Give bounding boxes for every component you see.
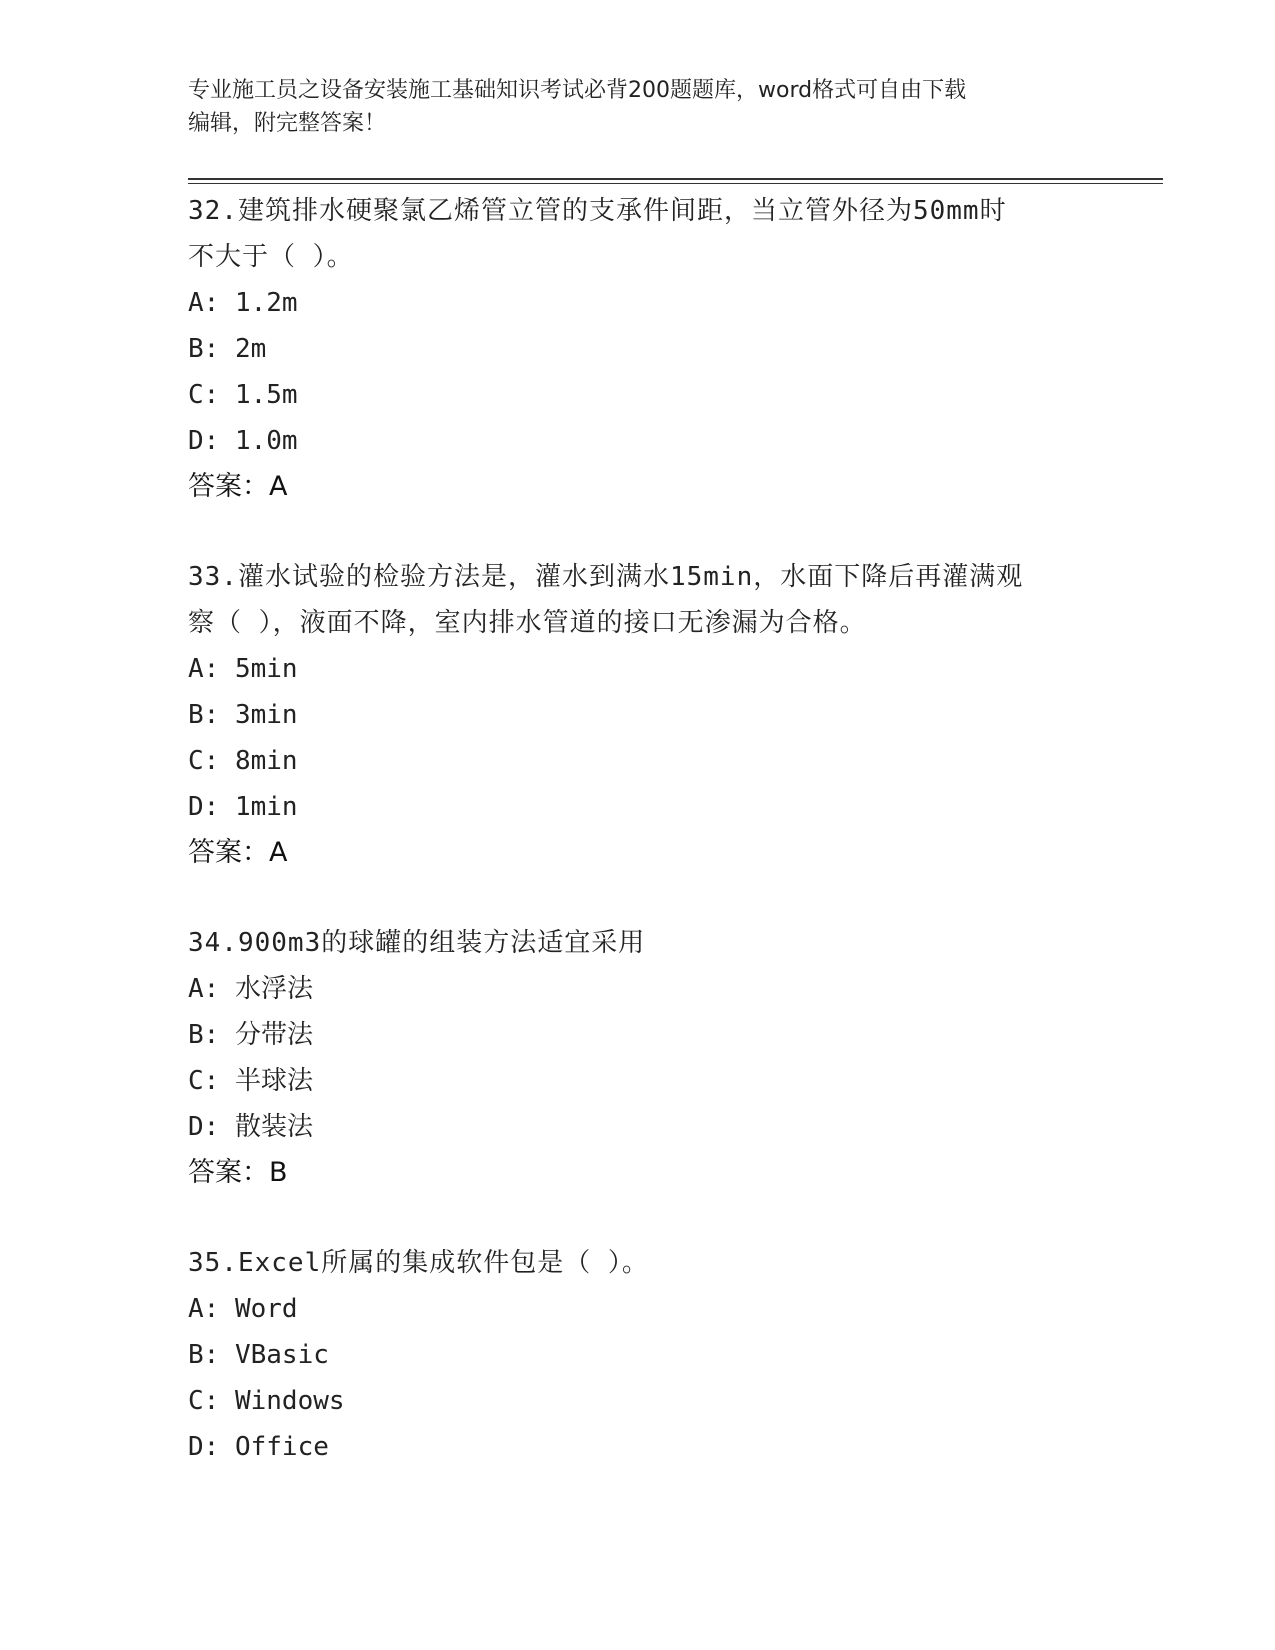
header-line-1: 专业施工员之设备安装施工基础知识考试必背200题题库，word格式可自由下载 bbox=[188, 78, 967, 103]
option-a: A: 水浮法 bbox=[188, 974, 313, 1004]
option-c: C: 1.5m bbox=[188, 380, 298, 410]
option-b: B: 分带法 bbox=[188, 1020, 313, 1050]
option-a: A: 1.2m bbox=[188, 288, 298, 318]
option-d: D: Office bbox=[188, 1432, 329, 1462]
option-a: A: 5min bbox=[188, 654, 298, 684]
document-header bbox=[188, 74, 1088, 140]
question-text-line-2: 察（ ），液面不降，室内排水管道的接口无渗漏为合格。 bbox=[188, 608, 867, 638]
option-d: D: 1.0m bbox=[188, 426, 298, 456]
question-33 bbox=[188, 554, 1088, 876]
option-b: B: VBasic bbox=[188, 1340, 329, 1370]
option-d: D: 散装法 bbox=[188, 1112, 313, 1142]
question-text-line-2: 不大于（ ）。 bbox=[188, 242, 354, 272]
answer-label: 答案：A bbox=[188, 837, 288, 868]
question-text-line-1: 35.Excel所属的集成软件包是（ ）。 bbox=[188, 1248, 649, 1278]
header-divider-thin bbox=[188, 183, 1163, 184]
question-text-line-1: 34.900m3的球罐的组装方法适宜采用 bbox=[188, 928, 646, 958]
option-c: C: 8min bbox=[188, 746, 298, 776]
spacer bbox=[188, 1196, 1088, 1240]
option-a: A: Word bbox=[188, 1294, 298, 1324]
option-b: B: 3min bbox=[188, 700, 298, 730]
spacer bbox=[188, 510, 1088, 554]
header-divider-thick bbox=[188, 178, 1163, 180]
question-32 bbox=[188, 188, 1088, 510]
answer-label: 答案：A bbox=[188, 471, 288, 502]
answer-label: 答案：B bbox=[188, 1157, 288, 1188]
header-line-2: 编辑，附完整答案！ bbox=[188, 111, 387, 136]
question-text-line-1: 33.灌水试验的检验方法是，灌水到满水15min，水面下降后再灌满观 bbox=[188, 562, 1024, 592]
question-text-line-1: 32.建筑排水硬聚氯乙烯管立管的支承件间距，当立管外径为50mm时 bbox=[188, 196, 1007, 226]
question-34 bbox=[188, 920, 1088, 1196]
question-list bbox=[188, 188, 1088, 1470]
spacer bbox=[188, 876, 1088, 920]
option-d: D: 1min bbox=[188, 792, 298, 822]
question-35 bbox=[188, 1240, 1088, 1470]
option-c: C: 半球法 bbox=[188, 1066, 313, 1096]
option-b: B: 2m bbox=[188, 334, 267, 364]
option-c: C: Windows bbox=[188, 1386, 345, 1416]
